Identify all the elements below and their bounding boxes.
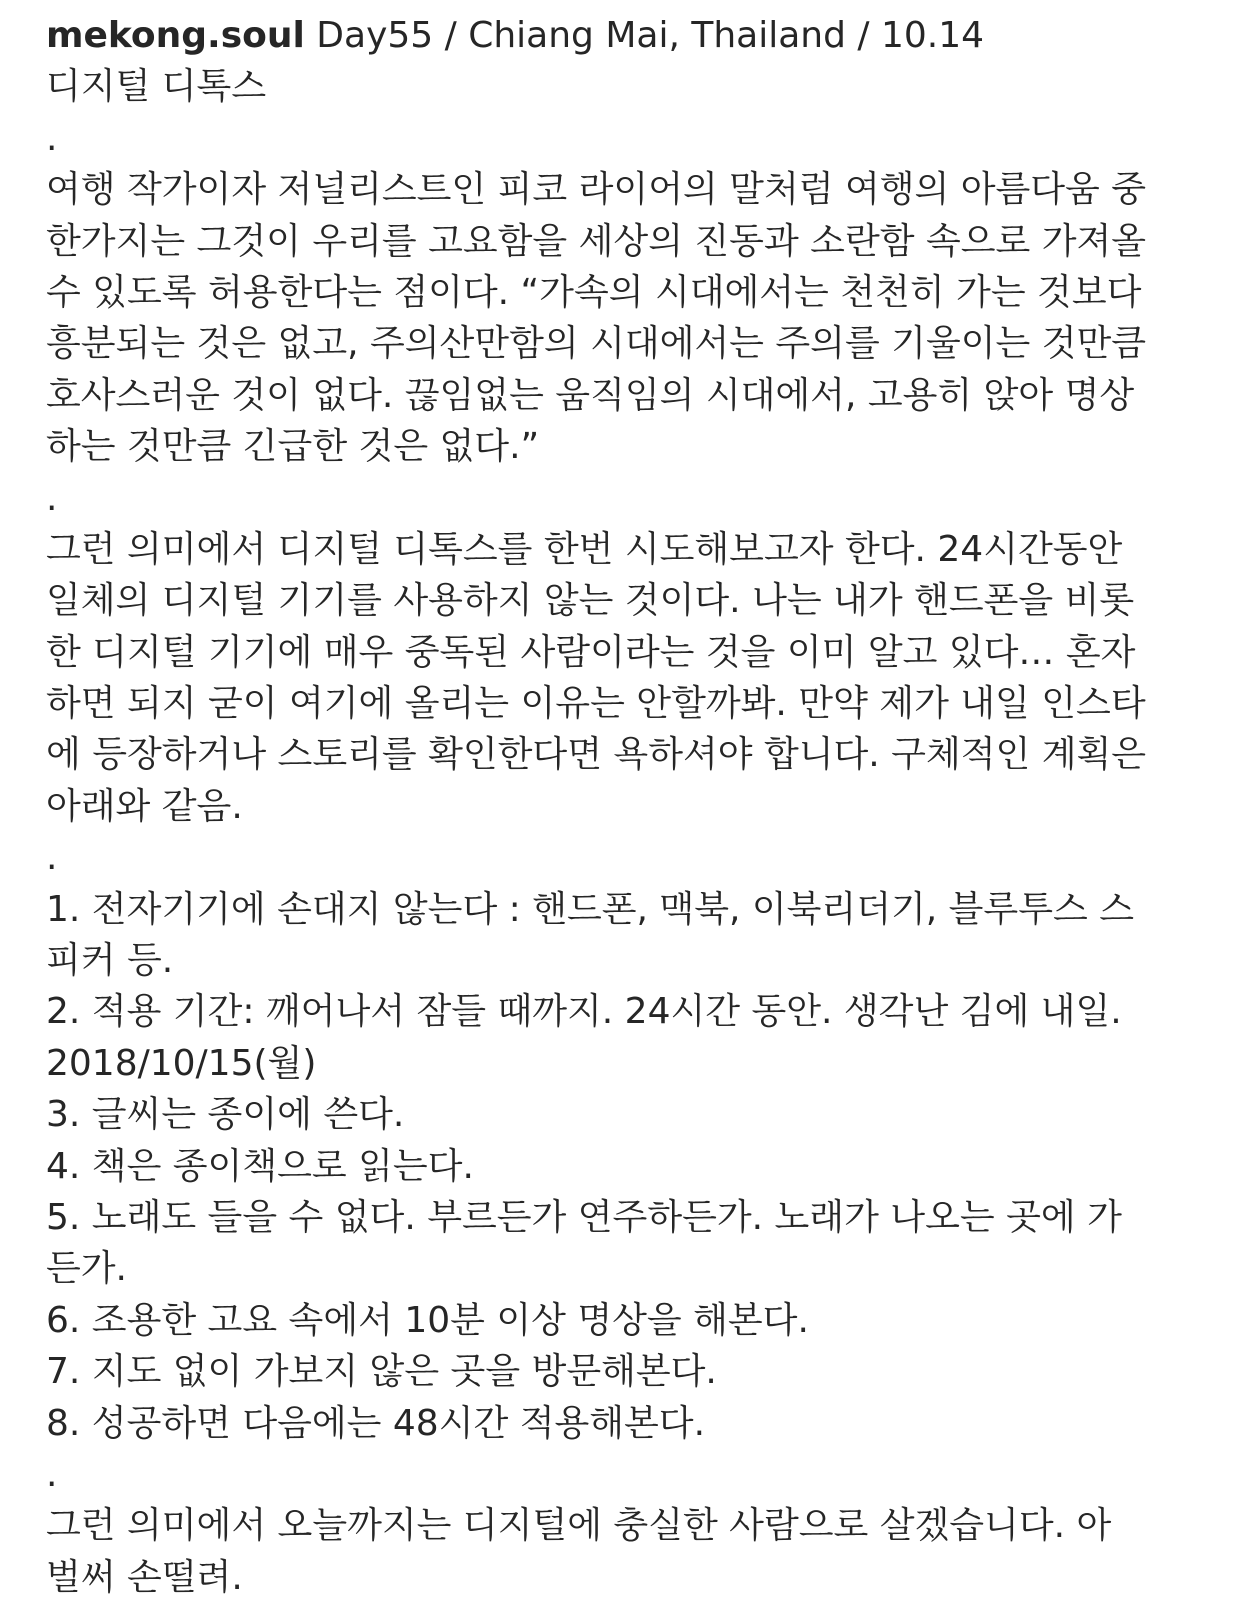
caption-line: 여행 작가이자 저널리스트인 피코 라이어의 말처럼 여행의 아름다움 중	[46, 169, 1147, 211]
caption-line: 디지털 디톡스	[46, 66, 267, 108]
caption-line: 1. 전자기기에 손대지 않는다 : 핸드폰, 맥북, 이북리더기, 블루투스 스	[46, 888, 1134, 930]
post-header-text: Day55 / Chiang Mai, Thailand / 10.14	[304, 15, 985, 56]
caption-line: 8. 성공하면 다음에는 48시간 적용해본다.	[46, 1402, 706, 1444]
caption-line: 그런 의미에서 오늘까지는 디지털에 충실한 사람으로 살겠습니다. 아	[46, 1505, 1112, 1547]
caption-line: 에 등장하거나 스토리를 확인한다면 욕하셔야 합니다. 구체적인 계획은	[46, 734, 1147, 776]
caption-line: .	[46, 837, 58, 879]
caption-line: 피커 등.	[46, 940, 174, 982]
caption-line: 수 있도록 허용한다는 점이다. “가속의 시대에서는 천천히 가는 것보다	[46, 271, 1142, 313]
caption-line: 든가.	[46, 1248, 127, 1290]
caption-line: 3. 글씨는 종이에 쓴다.	[46, 1094, 405, 1136]
username-link[interactable]: mekong.soul	[46, 15, 305, 56]
caption-line: 흥분되는 것은 없고, 주의산만함의 시대에서는 주의를 기울이는 것만큼	[46, 323, 1147, 365]
caption-line: 4. 책은 종이책으로 읽는다.	[46, 1145, 474, 1187]
caption-line: .	[46, 117, 58, 159]
caption-line: .	[46, 1453, 58, 1495]
caption-line: 벌써 손떨려.	[46, 1556, 243, 1598]
caption-line: 그런 의미에서 디지털 디톡스를 한번 시도해보고자 한다. 24시간동안	[46, 528, 1123, 570]
caption-line: 한가지는 그것이 우리를 고요함을 세상의 진동과 소란함 속으로 가져올	[46, 220, 1147, 262]
caption-line: 2018/10/15(월)	[46, 1042, 317, 1084]
caption-line: 아래와 같음.	[46, 785, 243, 827]
caption-line: 호사스러운 것이 없다. 끊임없는 움직임의 시대에서, 고용히 앉아 명상	[46, 374, 1135, 416]
post-caption	[46, 10, 1206, 1603]
caption-line: 7. 지도 없이 가보지 않은 곳을 방문해본다.	[46, 1351, 717, 1393]
caption-line: 2. 적용 기간: 깨어나서 잠들 때까지. 24시간 동안. 생각난 김에 내일.	[46, 991, 1122, 1033]
caption-header	[46, 10, 1206, 61]
caption-line: 6. 조용한 고요 속에서 10분 이상 명상을 해본다.	[46, 1299, 809, 1341]
caption-line: .	[46, 477, 58, 519]
caption-line: 하는 것만큼 긴급한 것은 없다.”	[46, 426, 540, 468]
caption-line: 하면 되지 굳이 여기에 올리는 이유는 안할까봐. 만약 제가 내일 인스타	[46, 683, 1146, 725]
caption-line: 일체의 디지털 기기를 사용하지 않는 것이다. 나는 내가 핸드폰을 비롯	[46, 580, 1135, 622]
caption-line: 5. 노래도 들을 수 없다. 부르든가 연주하든가. 노래가 나오는 곳에 가	[46, 1196, 1122, 1238]
caption-line: 한 디지털 기기에 매우 중독된 사람이라는 것을 이미 알고 있다… 혼자	[46, 631, 1136, 673]
